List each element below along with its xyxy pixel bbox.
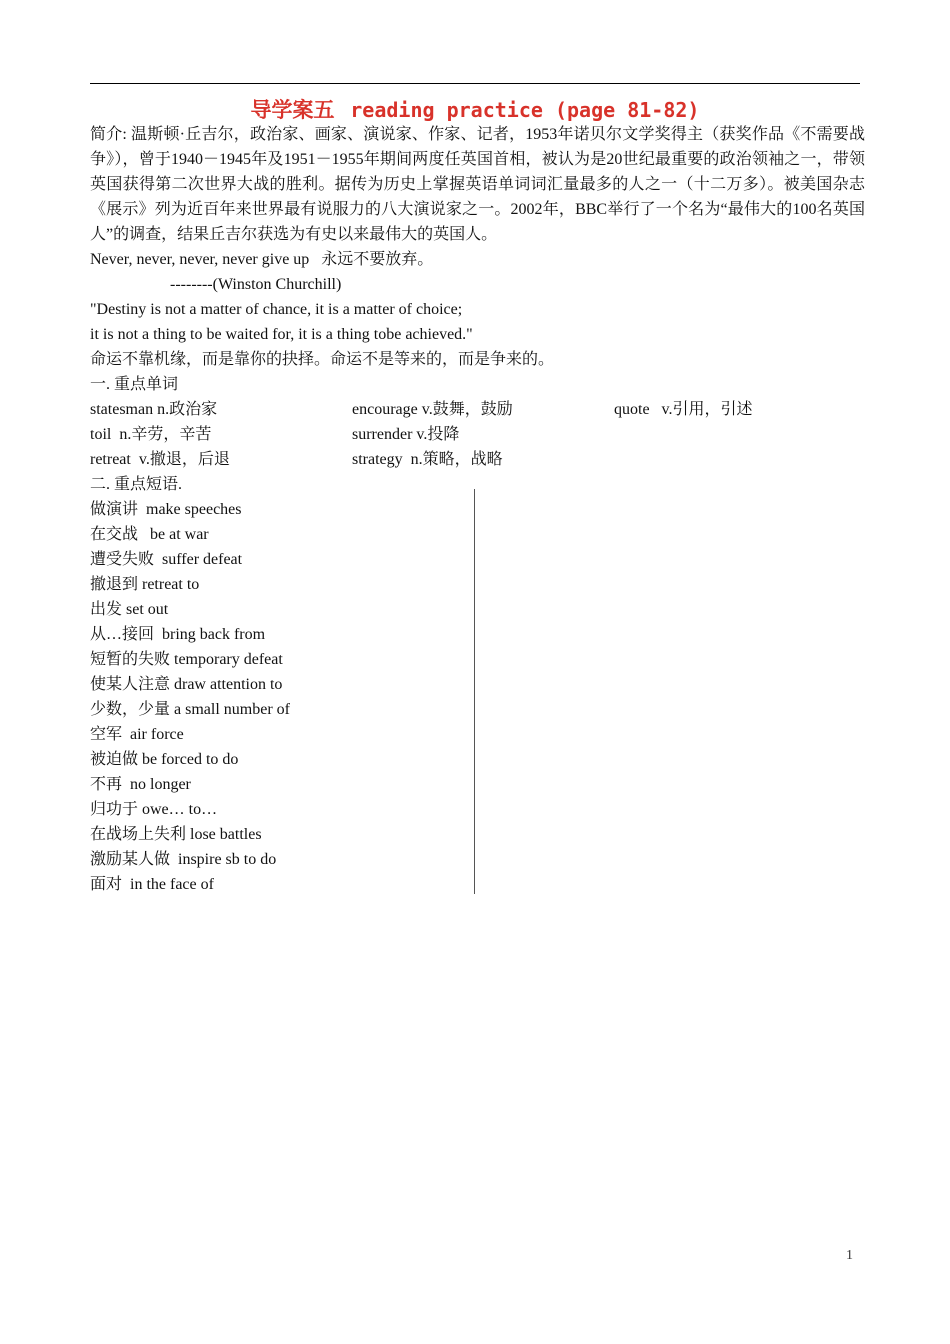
- intro-text: 温斯顿·丘吉尔，政治家、画家、演说家、作家、记者，1953年诺贝尔文学奖得主（获奖作品《不需要战争》），曾于1940－1945年及1951－1955年期间两度任英国首相，被认为是20世纪最重要的政治领袖之一，带领英国获得第二次世界大战的胜利。据传为历史上掌握英语单词词汇量最多的人之一（十二万多）。被美国杂志《展示》列为近百年来世界最有说服力的八大演说家之一。2002年，BBC举行了一个名为“最伟大的100名英国人”的调查，结果丘吉尔获选为有史以来最伟大的英国人。: [90, 126, 865, 243]
- phrase-item: 激励某人做 inspire sb to do: [90, 851, 277, 868]
- title-en: reading practice (page 81-82): [350, 98, 700, 122]
- destiny-quote-translation: 命运不靠机缘，而是靠你的抉择。命运不是等来的，而是争来的。: [90, 351, 555, 368]
- intro-label: 简介:: [90, 126, 127, 143]
- vocab-word: toil n.辛劳，辛苦: [90, 426, 212, 443]
- destiny-quote-line-1: "Destiny is not a matter of chance, it is a matter of choice;: [90, 301, 463, 318]
- phrase-item: 做演讲 make speeches: [90, 501, 242, 518]
- title-cn: 导学案五: [250, 98, 335, 122]
- vocab-table: [90, 397, 865, 472]
- phrase-item: 归功于 owe… to…: [90, 801, 218, 818]
- vocab-heading: 一. 重点单词: [90, 376, 179, 393]
- phrase-item: 短暂的失败 temporary defeat: [90, 651, 283, 668]
- phrase-item: 在交战 be at war: [90, 526, 209, 543]
- phrase-item: 面对 in the face of: [90, 876, 214, 893]
- phrase-item: 被迫做 be forced to do: [90, 751, 239, 768]
- phrase-item: 在战场上失利 lose battles: [90, 826, 262, 843]
- phrase-item: 遭受失败 suffer defeat: [90, 551, 243, 568]
- phrases-heading: 二. 重点短语.: [90, 476, 183, 493]
- phrase-item: 从…接回 bring back from: [90, 626, 266, 643]
- phrase-item: 使某人注意 draw attention to: [90, 676, 283, 693]
- vocab-row: [90, 422, 865, 447]
- vocab-word: statesman n.政治家: [90, 401, 218, 418]
- vocab-word: retreat v.撤退，后退: [90, 451, 230, 468]
- intro-paragraph: [90, 122, 865, 247]
- vocab-row: [90, 447, 865, 472]
- phrase-item: 出发 set out: [90, 601, 169, 618]
- phrase-item: 不再 no longer: [90, 776, 191, 793]
- document-body: [90, 122, 865, 897]
- phrase-item: 少数，少量 a small number of: [90, 701, 290, 718]
- page-title: [90, 96, 860, 124]
- phrase-list: [90, 497, 865, 897]
- vocab-word: quote v.引用，引述: [614, 401, 753, 418]
- vocab-word: encourage v.鼓舞，鼓励: [352, 401, 513, 418]
- quote-never-give-up: Never, never, never, never give up 永远不要放弃。: [90, 251, 434, 268]
- vocab-word: surrender v.投降: [352, 426, 460, 443]
- quote-attribution: --------(Winston Churchill): [170, 276, 342, 293]
- phrase-item: 撤退到 retreat to: [90, 576, 200, 593]
- vocab-row: [90, 397, 865, 422]
- vocab-word: strategy n.策略，战略: [352, 451, 503, 468]
- column-divider: [474, 489, 475, 894]
- destiny-quote-line-2: it is not a thing to be waited for, it is a thing tobe achieved.": [90, 326, 473, 343]
- phrase-item: 空军 air force: [90, 726, 184, 743]
- page-number: 1: [846, 1248, 853, 1263]
- top-rule: [90, 83, 860, 84]
